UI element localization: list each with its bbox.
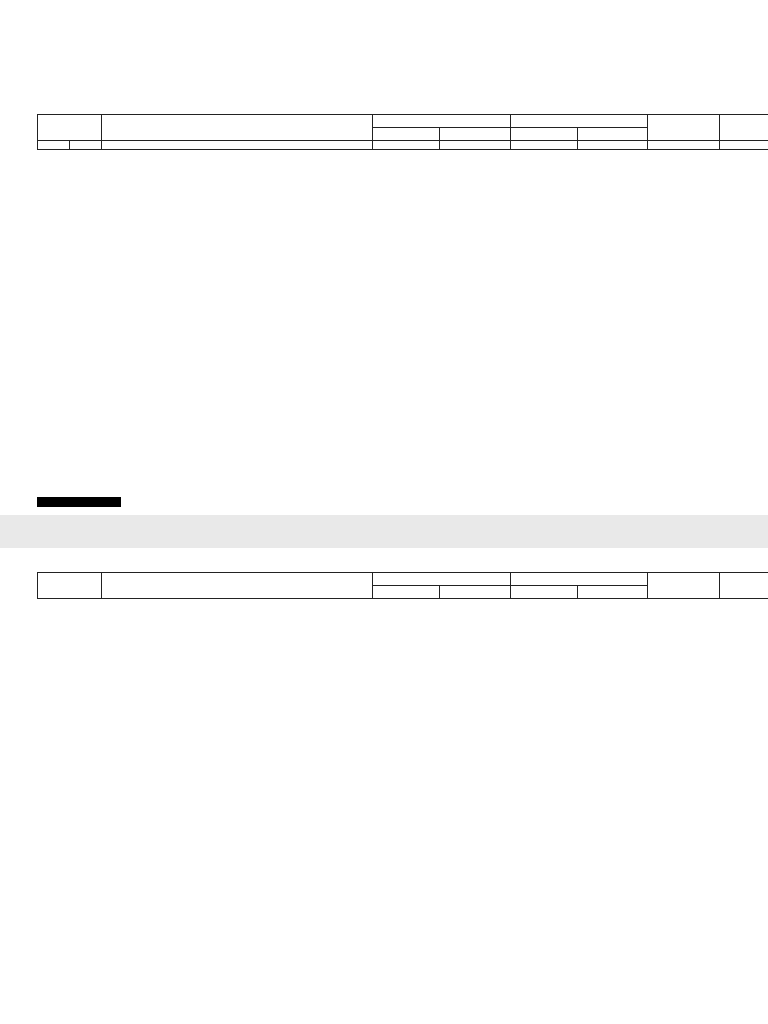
nomor-label <box>591 42 623 56</box>
col-uraian <box>102 115 373 141</box>
col-anggaran-semula <box>440 128 511 141</box>
col-kode-rek <box>38 115 102 141</box>
col-keluaran-semula <box>373 128 440 141</box>
col-sumberdana <box>720 573 768 599</box>
col-number-1 <box>38 141 70 150</box>
col-number-8 <box>648 141 720 150</box>
col-anggaran-menjadi <box>578 586 648 599</box>
col-keluaran-menjadi <box>511 128 578 141</box>
col-kode-rek <box>38 573 102 599</box>
col-number-6 <box>511 141 578 150</box>
col-number-5 <box>440 141 511 150</box>
page-footer <box>37 497 733 507</box>
budget-table-page-1 <box>37 114 768 150</box>
tahun-colon <box>623 56 637 70</box>
tahun-label <box>591 56 623 70</box>
col-keluaran-semula <box>373 586 440 599</box>
col-number-9 <box>720 141 768 150</box>
col-bertambah <box>648 573 720 599</box>
col-number-2 <box>70 141 102 150</box>
col-semula <box>373 573 511 586</box>
col-number-3 <box>102 141 373 150</box>
col-sumberdana <box>720 115 768 141</box>
jenis-apbdes <box>37 101 45 107</box>
col-keluaran-menjadi <box>511 586 578 599</box>
printed-by <box>37 497 121 507</box>
col-menjadi <box>511 573 648 586</box>
col-bertambah <box>648 115 720 141</box>
col-anggaran-semula <box>440 586 511 599</box>
budget-table-page-2 <box>37 572 768 599</box>
col-uraian <box>102 573 373 599</box>
col-menjadi <box>511 115 648 128</box>
col-number-4 <box>373 141 440 150</box>
nomor-colon <box>623 42 637 56</box>
lampiran-block <box>591 28 637 70</box>
col-anggaran-menjadi <box>578 128 648 141</box>
col-semula <box>373 115 511 128</box>
report-page-2 <box>0 548 768 1024</box>
col-number-7 <box>578 141 648 150</box>
